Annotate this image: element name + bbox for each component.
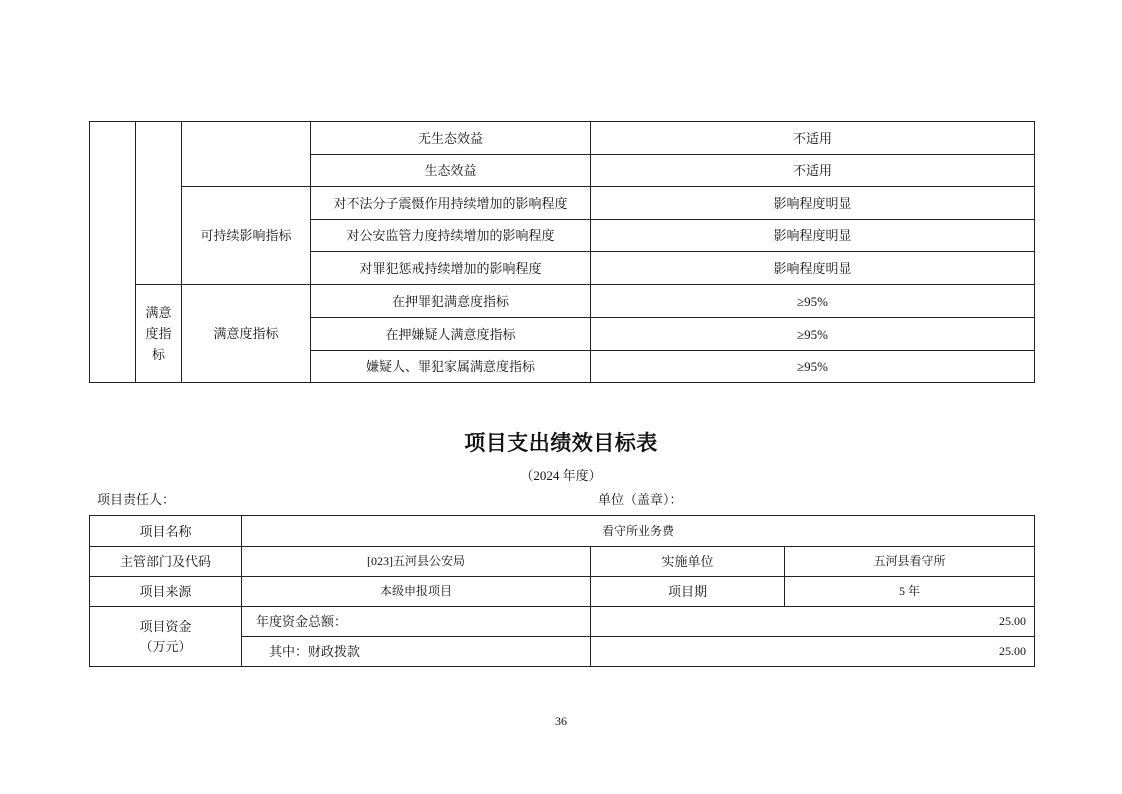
level3-category-cell-empty xyxy=(181,121,310,186)
project-name-label: 项目名称 xyxy=(89,515,241,546)
indicator-name-cell: 对公安监管力度持续增加的影响程度 xyxy=(310,219,590,251)
indicator-value-cell: 不适用 xyxy=(590,154,1034,186)
funds-label-line1: 项目资金 xyxy=(139,618,192,634)
funds-label-cell xyxy=(89,606,241,666)
period-value: 5 年 xyxy=(784,576,1034,606)
indicator-value-cell: 影响程度明显 xyxy=(590,186,1034,219)
indicator-name-cell: 对罪犯惩戒持续增加的影响程度 xyxy=(310,251,590,284)
responsible-person-label: 项目责任人： xyxy=(97,492,176,507)
page-title: 项目支出绩效目标表 xyxy=(464,431,658,455)
dept-value: [023]五河县公安局 xyxy=(241,546,590,576)
indicator-table-continued xyxy=(89,121,1035,383)
indicator-value-cell: ≥95% xyxy=(590,284,1034,317)
indicator-name-cell: 生态效益 xyxy=(310,154,590,186)
funds-label-line2: （万元） xyxy=(139,638,192,654)
project-name-value: 看守所业务费 xyxy=(241,515,1034,546)
source-label: 项目来源 xyxy=(89,576,241,606)
level1-category-cell xyxy=(89,121,135,382)
impl-unit-value: 五河县看守所 xyxy=(784,546,1034,576)
fiscal-allocation-label: 其中：财政拨款 xyxy=(241,636,590,666)
indicator-value-cell: 影响程度明显 xyxy=(590,251,1034,284)
level2-category-cell-empty xyxy=(135,121,181,284)
period-label: 项目期 xyxy=(590,576,784,606)
page-number: 36 xyxy=(555,714,567,728)
indicator-name-cell: 对不法分子震慑作用持续增加的影响程度 xyxy=(310,186,590,219)
indicator-value-cell: 影响程度明显 xyxy=(590,219,1034,251)
funds-label xyxy=(139,617,191,657)
level2-satisfaction-cell: 满意度指标 xyxy=(135,284,181,382)
indicator-name-cell: 在押罪犯满意度指标 xyxy=(310,284,590,317)
annual-total-label: 年度资金总额： xyxy=(241,606,590,636)
level3-sustainable-cell: 可持续影响指标 xyxy=(181,186,310,284)
indicator-name-cell: 无生态效益 xyxy=(310,121,590,154)
indicator-name-cell: 在押嫌疑人满意度指标 xyxy=(310,317,590,350)
annual-total-value: 25.00 xyxy=(590,606,1034,636)
year-subtitle: （2024 年度） xyxy=(520,468,602,483)
indicator-value-cell: ≥95% xyxy=(590,350,1034,382)
indicator-value-cell: ≥95% xyxy=(590,317,1034,350)
source-value: 本级申报项目 xyxy=(241,576,590,606)
fiscal-allocation-value: 25.00 xyxy=(590,636,1034,666)
indicator-name-cell: 嫌疑人、罪犯家属满意度指标 xyxy=(310,350,590,382)
dept-label: 主管部门及代码 xyxy=(89,546,241,576)
unit-seal-label: 单位（盖章）： xyxy=(598,492,683,507)
indicator-value-cell: 不适用 xyxy=(590,121,1034,154)
project-info-table xyxy=(89,515,1035,667)
level3-satisfaction-cell: 满意度指标 xyxy=(181,284,310,382)
impl-unit-label: 实施单位 xyxy=(590,546,784,576)
